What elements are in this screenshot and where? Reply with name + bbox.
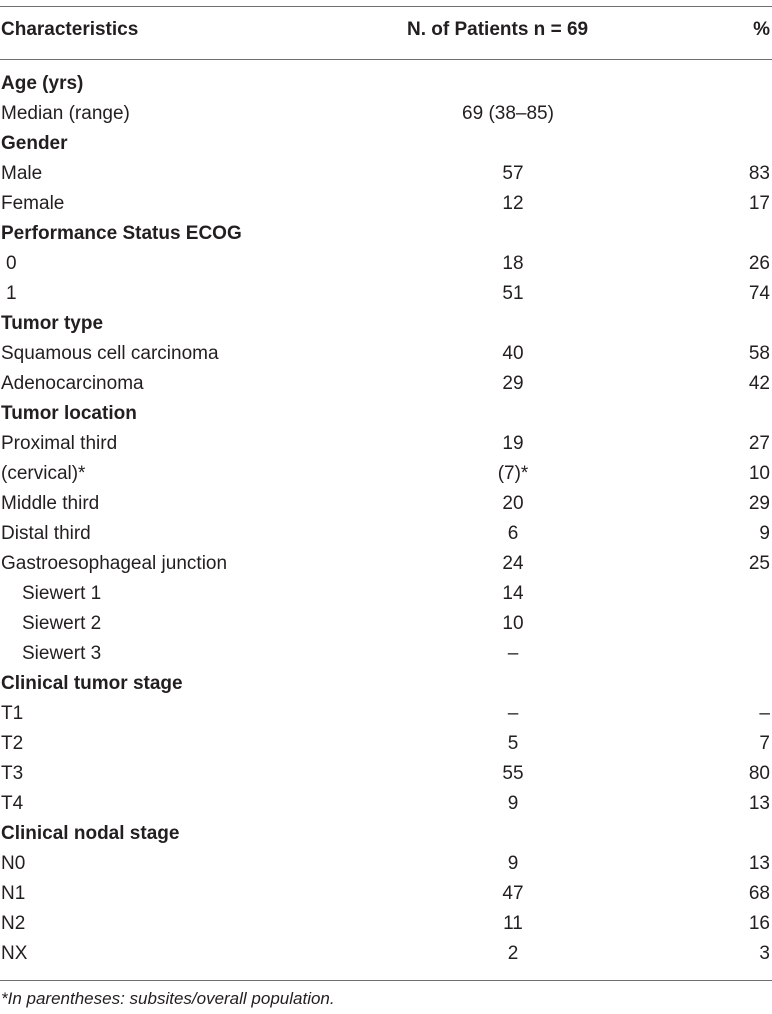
table-row <box>0 369 772 399</box>
section-label: Clinical tumor stage <box>1 673 183 694</box>
section-label: Tumor location <box>1 403 137 424</box>
section-label: Gender <box>1 133 68 154</box>
row-count: 14 <box>502 583 524 604</box>
row-label: N2 <box>1 913 26 934</box>
table-row <box>0 609 772 639</box>
table-row <box>0 579 772 609</box>
table-row <box>0 489 772 519</box>
row-count: 9 <box>507 793 519 814</box>
row-percent: 3 <box>759 943 770 964</box>
row-label: T3 <box>1 763 24 784</box>
table-footnote: *In parentheses: subsites/overall population. <box>1 989 335 1008</box>
row-label: 1 <box>6 283 17 304</box>
row-percent: 83 <box>748 163 770 184</box>
table-top-rule <box>0 6 772 7</box>
table-row <box>0 339 772 369</box>
row-label: Proximal third <box>1 433 118 454</box>
table-row <box>0 759 772 789</box>
table-header-rule <box>0 59 772 60</box>
row-count: 2 <box>507 943 519 964</box>
row-percent: 80 <box>748 763 770 784</box>
section-heading-row <box>0 219 772 249</box>
row-count: 19 <box>502 433 524 454</box>
row-percent: 17 <box>748 193 770 214</box>
section-heading-row <box>0 309 772 339</box>
row-count: 5 <box>507 733 519 754</box>
table-row <box>0 159 772 189</box>
row-label: NX <box>1 943 28 964</box>
row-percent: 10 <box>748 463 770 484</box>
table-row <box>0 879 772 909</box>
section-label: Tumor type <box>1 313 104 334</box>
table-row <box>0 549 772 579</box>
table-row <box>0 459 772 489</box>
row-label: Siewert 2 <box>22 613 102 634</box>
row-count: 18 <box>502 253 524 274</box>
row-label: Siewert 3 <box>22 643 102 664</box>
table-row <box>0 519 772 549</box>
row-count: 11 <box>503 913 523 934</box>
row-percent: 29 <box>748 493 770 514</box>
row-count: 12 <box>502 193 524 214</box>
table-row <box>0 849 772 879</box>
row-count: – <box>507 643 519 664</box>
header-n-patients: N. of Patients n = 69 <box>407 19 589 40</box>
row-label: N1 <box>1 883 26 904</box>
table-row <box>0 909 772 939</box>
table-header-row <box>0 14 772 46</box>
row-label: Female <box>1 193 65 214</box>
row-count: 9 <box>507 853 519 874</box>
row-percent: 13 <box>748 853 770 874</box>
row-percent: 25 <box>748 553 770 574</box>
row-label: Adenocarcinoma <box>1 373 144 394</box>
table-row <box>0 939 772 969</box>
header-characteristics: Characteristics <box>1 19 139 40</box>
row-percent: 58 <box>748 343 770 364</box>
row-percent: 68 <box>748 883 770 904</box>
row-label: Distal third <box>1 523 91 544</box>
row-count: 69 (38–85) <box>462 103 554 124</box>
table-bottom-rule <box>0 980 772 981</box>
row-count: 10 <box>502 613 524 634</box>
row-percent: 9 <box>759 523 770 544</box>
row-count: 24 <box>502 553 524 574</box>
row-percent: 16 <box>748 913 770 934</box>
table-row <box>0 729 772 759</box>
table-row <box>0 789 772 819</box>
table-row <box>0 189 772 219</box>
row-label: Middle third <box>1 493 100 514</box>
section-heading-row <box>0 669 772 699</box>
row-count: 47 <box>502 883 524 904</box>
header-percent: % <box>753 19 770 40</box>
section-heading-row <box>0 819 772 849</box>
row-count: 20 <box>502 493 524 514</box>
section-heading-row <box>0 129 772 159</box>
row-count: 55 <box>502 763 524 784</box>
row-count: 51 <box>502 283 524 304</box>
row-label: Squamous cell carcinoma <box>1 343 219 364</box>
section-label: Age (yrs) <box>1 73 84 94</box>
row-label: Gastroesophageal junction <box>1 553 228 574</box>
table-row <box>0 249 772 279</box>
row-count: 29 <box>502 373 524 394</box>
row-percent: – <box>759 703 770 724</box>
row-label: Male <box>1 163 43 184</box>
row-count: 6 <box>507 523 519 544</box>
row-percent: 74 <box>748 283 770 304</box>
row-label: T2 <box>1 733 24 754</box>
section-label: Clinical nodal stage <box>1 823 180 844</box>
row-count: 57 <box>502 163 524 184</box>
table-row <box>0 279 772 309</box>
section-heading-row <box>0 69 772 99</box>
row-percent: 42 <box>748 373 770 394</box>
row-label: (cervical)* <box>1 463 86 484</box>
row-count: – <box>507 703 519 724</box>
section-heading-row <box>0 399 772 429</box>
row-label: T1 <box>1 703 24 724</box>
table-body <box>0 69 772 969</box>
row-percent: 27 <box>748 433 770 454</box>
table-row <box>0 699 772 729</box>
table-row <box>0 639 772 669</box>
row-percent: 7 <box>759 733 770 754</box>
row-count: (7)* <box>497 463 529 484</box>
section-label: Performance Status ECOG <box>1 223 242 244</box>
row-label: T4 <box>1 793 24 814</box>
row-percent: 26 <box>748 253 770 274</box>
row-label: Median (range) <box>1 103 130 124</box>
row-count: 40 <box>502 343 524 364</box>
row-percent: 13 <box>748 793 770 814</box>
table-row <box>0 99 772 129</box>
row-label: Siewert 1 <box>22 583 102 604</box>
row-label: 0 <box>6 253 17 274</box>
table-row <box>0 429 772 459</box>
row-label: N0 <box>1 853 26 874</box>
